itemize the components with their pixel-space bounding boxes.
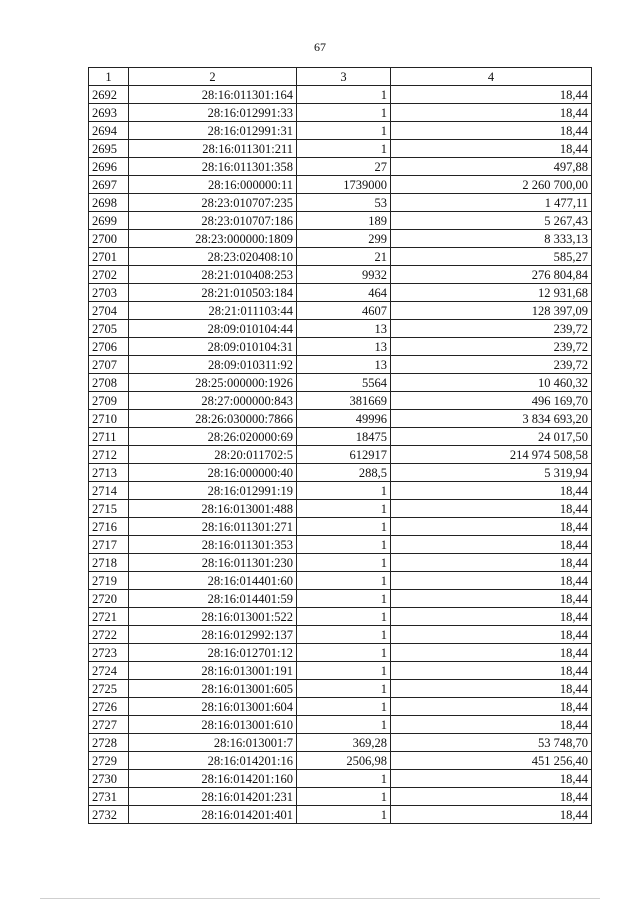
row-number-cell: 2703 — [89, 284, 129, 302]
cadastral-number-cell: 28:16:013001:488 — [129, 500, 297, 518]
row-number-cell: 2725 — [89, 680, 129, 698]
table-row — [89, 554, 592, 572]
cost-cell: 18,44 — [391, 626, 592, 644]
cost-cell: 5 267,43 — [391, 212, 592, 230]
area-cell: 13 — [297, 356, 391, 374]
cost-cell: 18,44 — [391, 140, 592, 158]
cost-cell: 18,44 — [391, 536, 592, 554]
row-number-cell: 2717 — [89, 536, 129, 554]
area-cell: 1 — [297, 536, 391, 554]
cadastral-number-cell: 28:27:000000:843 — [129, 392, 297, 410]
area-cell: 1 — [297, 122, 391, 140]
table-row — [89, 158, 592, 176]
table-row — [89, 104, 592, 122]
cost-cell: 239,72 — [391, 356, 592, 374]
table-row — [89, 716, 592, 734]
area-cell: 49996 — [297, 410, 391, 428]
area-cell: 1 — [297, 806, 391, 824]
table-row — [89, 266, 592, 284]
cost-cell: 239,72 — [391, 320, 592, 338]
cadastral-number-cell: 28:16:013001:522 — [129, 608, 297, 626]
area-cell: 2506,98 — [297, 752, 391, 770]
row-number-cell: 2701 — [89, 248, 129, 266]
cost-cell: 18,44 — [391, 608, 592, 626]
cadastral-number-cell: 28:16:014201:401 — [129, 806, 297, 824]
table-row — [89, 662, 592, 680]
column-header-4: 4 — [391, 68, 592, 86]
row-number-cell: 2710 — [89, 410, 129, 428]
table-row — [89, 608, 592, 626]
cadastral-number-cell: 28:09:010104:44 — [129, 320, 297, 338]
cost-cell: 2 260 700,00 — [391, 176, 592, 194]
area-cell: 18475 — [297, 428, 391, 446]
cost-cell: 18,44 — [391, 572, 592, 590]
area-cell: 1 — [297, 680, 391, 698]
table-row — [89, 500, 592, 518]
table-row — [89, 446, 592, 464]
cost-cell: 24 017,50 — [391, 428, 592, 446]
cadastral-number-cell: 28:16:000000:11 — [129, 176, 297, 194]
row-number-cell: 2708 — [89, 374, 129, 392]
row-number-cell: 2707 — [89, 356, 129, 374]
area-cell: 1 — [297, 698, 391, 716]
area-cell: 27 — [297, 158, 391, 176]
cost-cell: 18,44 — [391, 554, 592, 572]
cadastral-number-cell: 28:25:000000:1926 — [129, 374, 297, 392]
row-number-cell: 2731 — [89, 788, 129, 806]
row-number-cell: 2712 — [89, 446, 129, 464]
row-number-cell: 2706 — [89, 338, 129, 356]
cost-cell: 12 931,68 — [391, 284, 592, 302]
row-number-cell: 2728 — [89, 734, 129, 752]
cadastral-number-cell: 28:16:011301:271 — [129, 518, 297, 536]
row-number-cell: 2694 — [89, 122, 129, 140]
table-row — [89, 302, 592, 320]
row-number-cell: 2696 — [89, 158, 129, 176]
table-row — [89, 698, 592, 716]
area-cell: 369,28 — [297, 734, 391, 752]
cost-cell: 18,44 — [391, 770, 592, 788]
table-row — [89, 122, 592, 140]
cadastral-number-cell: 28:16:013001:604 — [129, 698, 297, 716]
cost-cell: 18,44 — [391, 680, 592, 698]
area-cell: 464 — [297, 284, 391, 302]
row-number-cell: 2695 — [89, 140, 129, 158]
row-number-cell: 2698 — [89, 194, 129, 212]
row-number-cell: 2716 — [89, 518, 129, 536]
area-cell: 1 — [297, 572, 391, 590]
cadastral-number-cell: 28:16:014401:59 — [129, 590, 297, 608]
table-row — [89, 392, 592, 410]
table-row — [89, 590, 592, 608]
cost-cell: 18,44 — [391, 698, 592, 716]
table-row — [89, 644, 592, 662]
cost-cell: 18,44 — [391, 500, 592, 518]
cadastral-number-cell: 28:16:011301:353 — [129, 536, 297, 554]
cost-cell: 214 974 508,58 — [391, 446, 592, 464]
row-number-cell: 2724 — [89, 662, 129, 680]
area-cell: 1 — [297, 86, 391, 104]
area-cell: 1 — [297, 626, 391, 644]
area-cell: 1 — [297, 140, 391, 158]
cadastral-number-cell: 28:16:000000:40 — [129, 464, 297, 482]
area-cell: 1 — [297, 608, 391, 626]
area-cell: 1739000 — [297, 176, 391, 194]
cadastral-number-cell: 28:16:014201:231 — [129, 788, 297, 806]
row-number-cell: 2699 — [89, 212, 129, 230]
table-row — [89, 626, 592, 644]
table-row — [89, 356, 592, 374]
cost-cell: 18,44 — [391, 644, 592, 662]
cost-cell: 18,44 — [391, 788, 592, 806]
table-row — [89, 482, 592, 500]
cadastral-number-cell: 28:21:011103:44 — [129, 302, 297, 320]
row-number-cell: 2700 — [89, 230, 129, 248]
cost-cell: 276 804,84 — [391, 266, 592, 284]
table-row — [89, 374, 592, 392]
row-number-cell: 2718 — [89, 554, 129, 572]
area-cell: 9932 — [297, 266, 391, 284]
area-cell: 1 — [297, 716, 391, 734]
cadastral-number-cell: 28:16:012991:33 — [129, 104, 297, 122]
cost-cell: 18,44 — [391, 590, 592, 608]
page-number: 67 — [314, 40, 326, 54]
area-cell: 288,5 — [297, 464, 391, 482]
cost-cell: 18,44 — [391, 122, 592, 140]
area-cell: 1 — [297, 104, 391, 122]
area-cell: 5564 — [297, 374, 391, 392]
column-header-3: 3 — [297, 68, 391, 86]
table-header-row — [89, 68, 592, 86]
cadastral-number-cell: 28:16:013001:7 — [129, 734, 297, 752]
area-cell: 1 — [297, 500, 391, 518]
cadastral-number-cell: 28:16:013001:191 — [129, 662, 297, 680]
area-cell: 53 — [297, 194, 391, 212]
table-row — [89, 410, 592, 428]
cadastral-number-cell: 28:16:011301:230 — [129, 554, 297, 572]
cadastral-number-cell: 28:16:014401:60 — [129, 572, 297, 590]
area-cell: 1 — [297, 788, 391, 806]
row-number-cell: 2726 — [89, 698, 129, 716]
table-body — [89, 86, 592, 824]
cadastral-number-cell: 28:23:020408:10 — [129, 248, 297, 266]
cost-cell: 239,72 — [391, 338, 592, 356]
area-cell: 13 — [297, 338, 391, 356]
cadastral-number-cell: 28:16:012991:19 — [129, 482, 297, 500]
row-number-cell: 2732 — [89, 806, 129, 824]
row-number-cell: 2727 — [89, 716, 129, 734]
area-cell: 1 — [297, 770, 391, 788]
area-cell: 1 — [297, 518, 391, 536]
cost-cell: 53 748,70 — [391, 734, 592, 752]
cost-cell: 497,88 — [391, 158, 592, 176]
area-cell: 1 — [297, 662, 391, 680]
row-number-cell: 2729 — [89, 752, 129, 770]
table-row — [89, 338, 592, 356]
row-number-cell: 2702 — [89, 266, 129, 284]
row-number-cell: 2705 — [89, 320, 129, 338]
cadastral-number-cell: 28:21:010503:184 — [129, 284, 297, 302]
cost-cell: 18,44 — [391, 518, 592, 536]
cadastral-number-cell: 28:23:010707:186 — [129, 212, 297, 230]
cost-cell: 18,44 — [391, 806, 592, 824]
row-number-cell: 2721 — [89, 608, 129, 626]
area-cell: 189 — [297, 212, 391, 230]
footer-divider — [40, 898, 600, 899]
column-header-2: 2 — [129, 68, 297, 86]
data-table — [88, 67, 592, 824]
table-row — [89, 176, 592, 194]
area-cell: 1 — [297, 554, 391, 572]
cost-cell: 18,44 — [391, 716, 592, 734]
cost-cell: 10 460,32 — [391, 374, 592, 392]
area-cell: 1 — [297, 482, 391, 500]
cadastral-number-cell: 28:21:010408:253 — [129, 266, 297, 284]
cadastral-number-cell: 28:09:010104:31 — [129, 338, 297, 356]
table-row — [89, 86, 592, 104]
table-row — [89, 194, 592, 212]
area-cell: 4607 — [297, 302, 391, 320]
row-number-cell: 2693 — [89, 104, 129, 122]
cadastral-number-cell: 28:23:010707:235 — [129, 194, 297, 212]
cadastral-number-cell: 28:16:012701:12 — [129, 644, 297, 662]
column-header-1: 1 — [89, 68, 129, 86]
row-number-cell: 2715 — [89, 500, 129, 518]
cadastral-number-cell: 28:16:012991:31 — [129, 122, 297, 140]
table-row — [89, 770, 592, 788]
row-number-cell: 2697 — [89, 176, 129, 194]
table-row — [89, 788, 592, 806]
table-header — [89, 68, 592, 86]
cadastral-number-cell: 28:26:020000:69 — [129, 428, 297, 446]
table-row — [89, 320, 592, 338]
row-number-cell: 2720 — [89, 590, 129, 608]
area-cell: 1 — [297, 590, 391, 608]
row-number-cell: 2711 — [89, 428, 129, 446]
cost-cell: 18,44 — [391, 86, 592, 104]
table-row — [89, 284, 592, 302]
cost-cell: 1 477,11 — [391, 194, 592, 212]
cost-cell: 496 169,70 — [391, 392, 592, 410]
row-number-cell: 2730 — [89, 770, 129, 788]
table-row — [89, 248, 592, 266]
cost-cell: 3 834 693,20 — [391, 410, 592, 428]
cost-cell: 585,27 — [391, 248, 592, 266]
row-number-cell: 2704 — [89, 302, 129, 320]
cadastral-number-cell: 28:23:000000:1809 — [129, 230, 297, 248]
cost-cell: 451 256,40 — [391, 752, 592, 770]
table-row — [89, 752, 592, 770]
row-number-cell: 2722 — [89, 626, 129, 644]
table-row — [89, 806, 592, 824]
row-number-cell: 2714 — [89, 482, 129, 500]
cadastral-number-cell: 28:20:011702:5 — [129, 446, 297, 464]
table-row — [89, 680, 592, 698]
area-cell: 381669 — [297, 392, 391, 410]
cost-cell: 18,44 — [391, 104, 592, 122]
cost-cell: 18,44 — [391, 482, 592, 500]
table-row — [89, 140, 592, 158]
row-number-cell: 2692 — [89, 86, 129, 104]
row-number-cell: 2723 — [89, 644, 129, 662]
cadastral-number-cell: 28:16:013001:605 — [129, 680, 297, 698]
cadastral-number-cell: 28:16:014201:160 — [129, 770, 297, 788]
cadastral-number-cell: 28:09:010311:92 — [129, 356, 297, 374]
table-row — [89, 734, 592, 752]
cost-cell: 5 319,94 — [391, 464, 592, 482]
cadastral-number-cell: 28:16:013001:610 — [129, 716, 297, 734]
table-row — [89, 518, 592, 536]
cadastral-number-cell: 28:16:011301:211 — [129, 140, 297, 158]
table-row — [89, 572, 592, 590]
cost-cell: 8 333,13 — [391, 230, 592, 248]
row-number-cell: 2713 — [89, 464, 129, 482]
table-row — [89, 428, 592, 446]
cost-cell: 128 397,09 — [391, 302, 592, 320]
table-row — [89, 230, 592, 248]
cadastral-number-cell: 28:16:014201:16 — [129, 752, 297, 770]
area-cell: 612917 — [297, 446, 391, 464]
table-row — [89, 536, 592, 554]
row-number-cell: 2709 — [89, 392, 129, 410]
cadastral-number-cell: 28:16:011301:164 — [129, 86, 297, 104]
table-row — [89, 212, 592, 230]
cost-cell: 18,44 — [391, 662, 592, 680]
area-cell: 21 — [297, 248, 391, 266]
cadastral-number-cell: 28:16:011301:358 — [129, 158, 297, 176]
cadastral-number-cell: 28:26:030000:7866 — [129, 410, 297, 428]
area-cell: 1 — [297, 644, 391, 662]
area-cell: 13 — [297, 320, 391, 338]
cadastral-number-cell: 28:16:012992:137 — [129, 626, 297, 644]
table-row — [89, 464, 592, 482]
area-cell: 299 — [297, 230, 391, 248]
row-number-cell: 2719 — [89, 572, 129, 590]
